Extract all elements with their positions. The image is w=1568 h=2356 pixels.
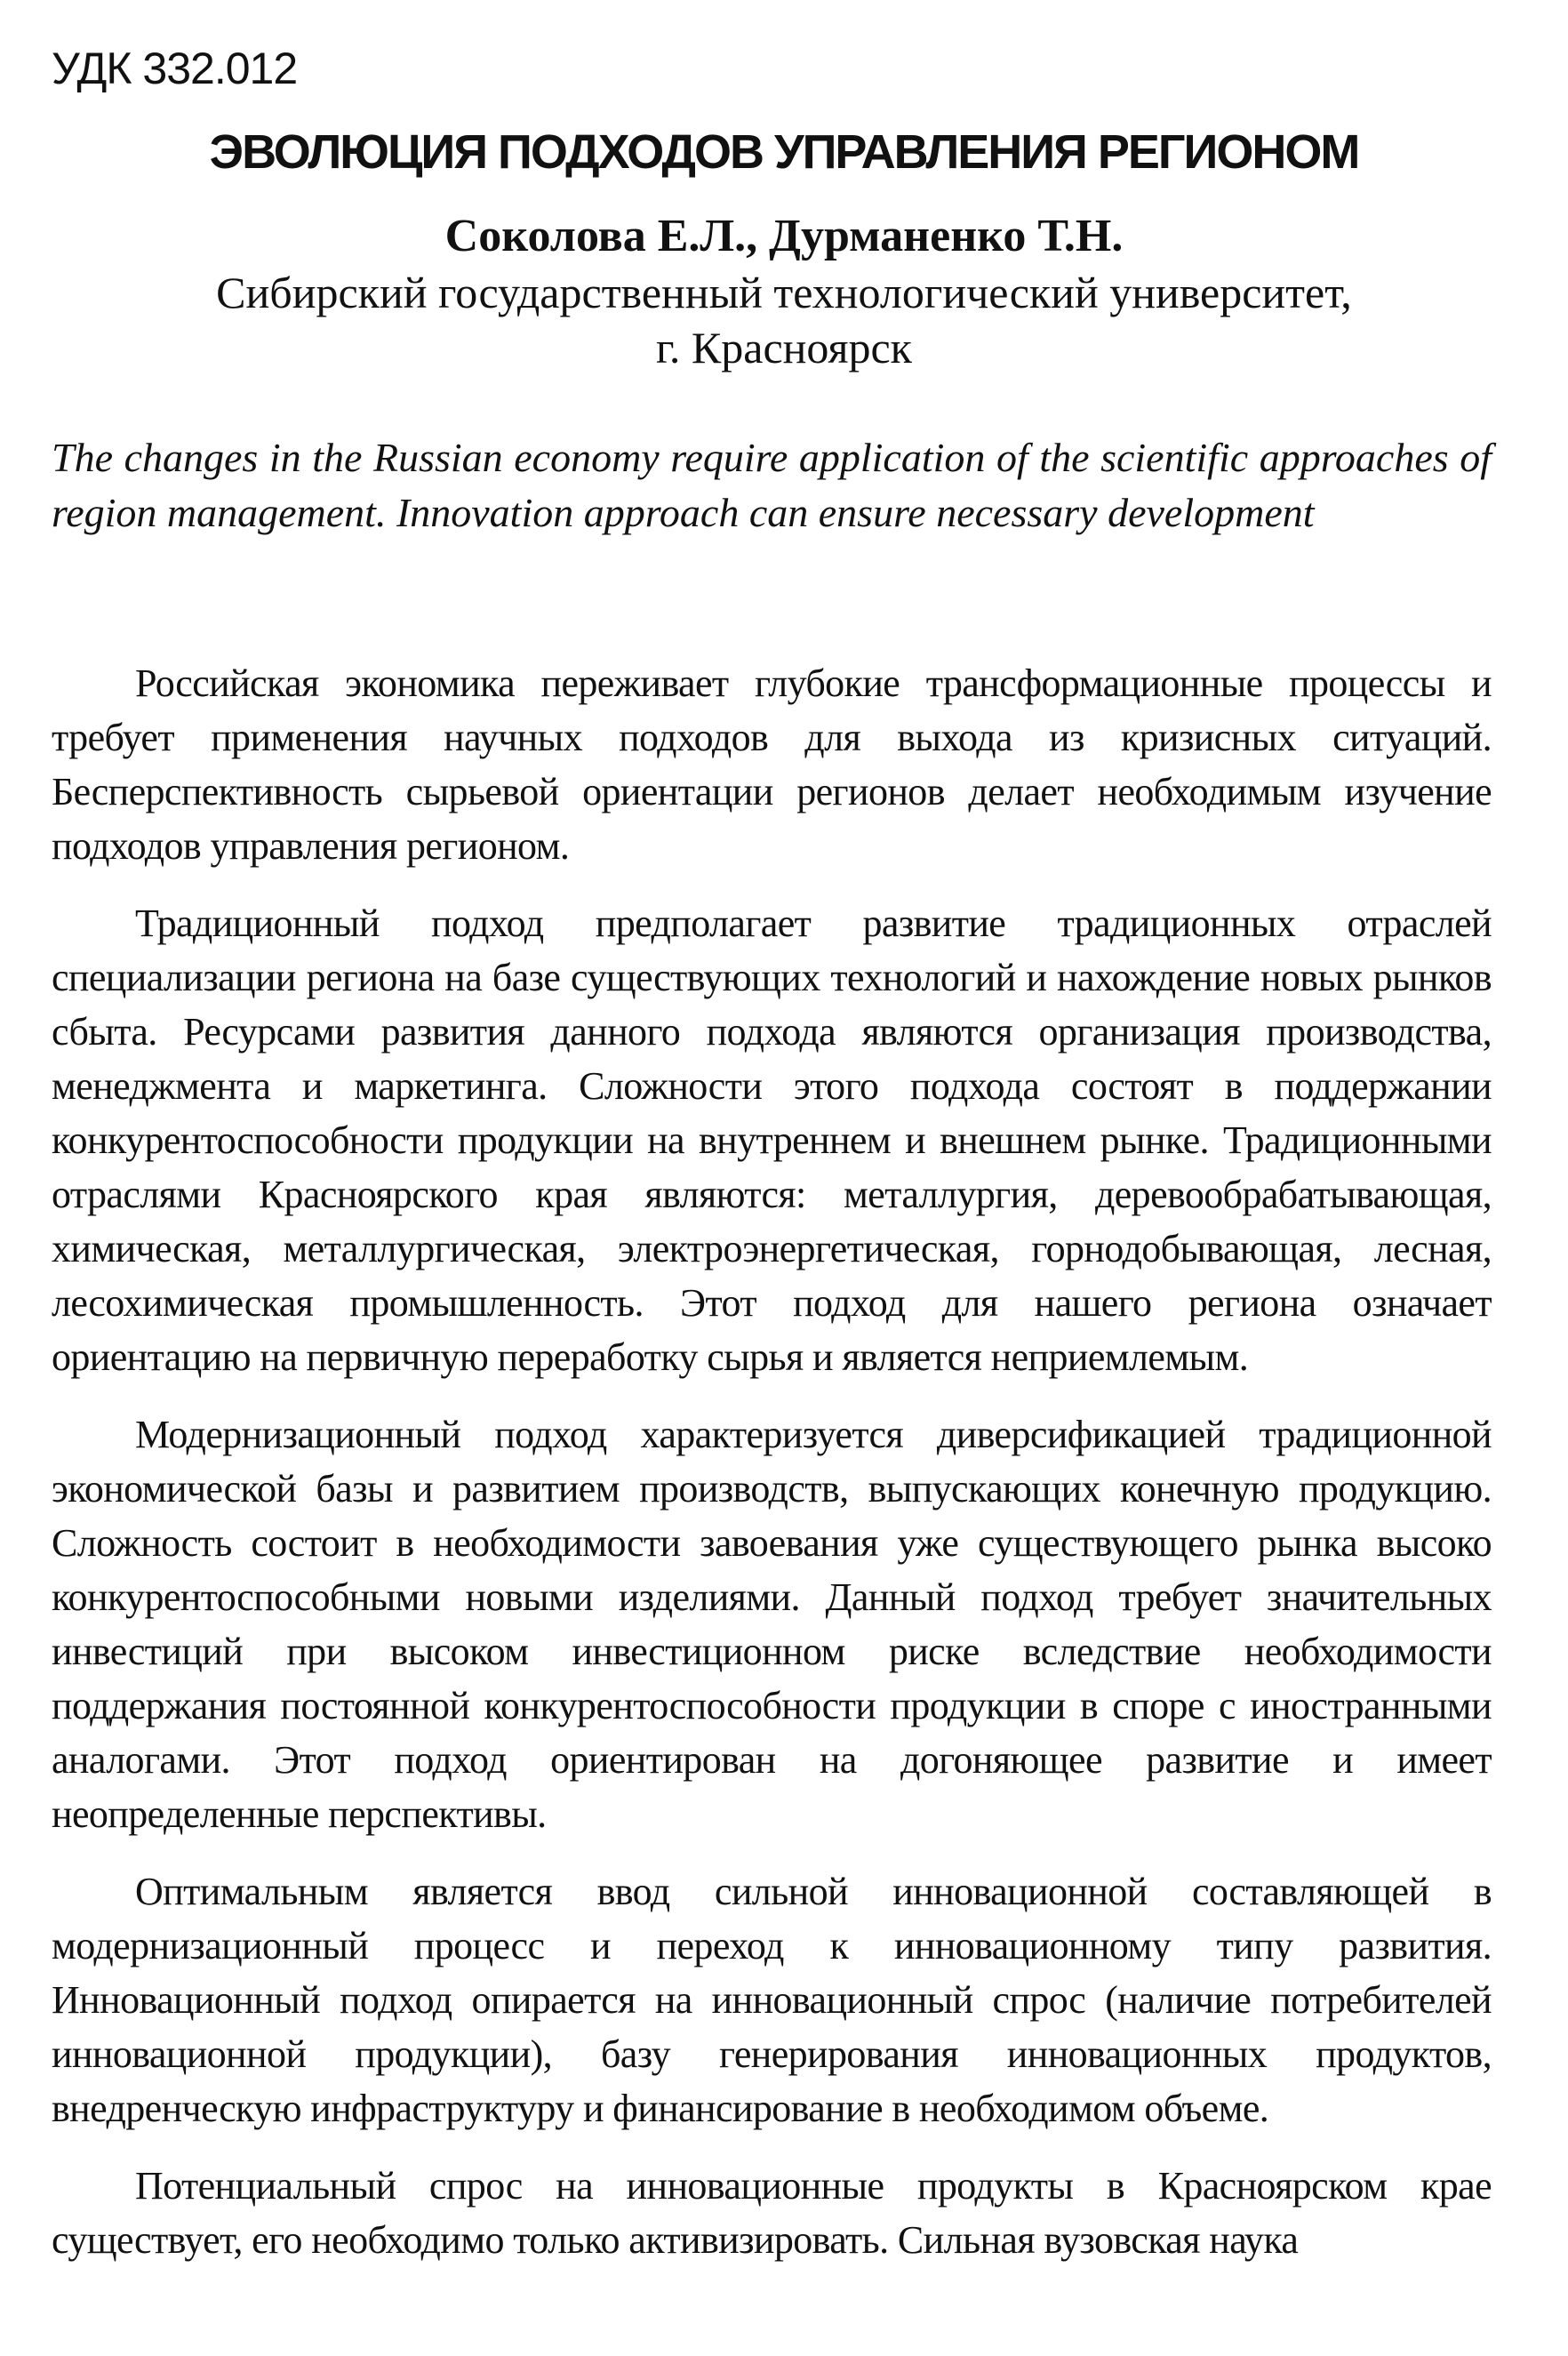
abstract: The changes in the Russian economy require application of the scientific approaches of region management. Innovation approach can ensure necessary development: [52, 435, 1492, 535]
udc-code: УДК 332.012: [52, 44, 298, 93]
authors: Соколова Е.Л., Дурманенко Т.Н.: [444, 211, 1124, 261]
article-body: [52, 656, 1492, 2290]
affiliation-line-university: Сибирский государственный технологический университет,: [216, 268, 1352, 317]
affiliation-line-city: г. Красноярск: [656, 323, 912, 373]
body-paragraph: Модернизационный подход характеризуется диверсификацией традиционной экономической базы и развитием производств, выпускающих конечную продукцию. Сложность состоит в необходимости завоевания уже существующего рынка высоко конкурентоспособными новыми изделиями. Данный подход требует значительных инвестиций при высоком инвестиционном риске вследствие необходимости поддержания постоянной конкурентоспособности продукции в споре с иностранными аналогами. Этот подход ориентирован на догоняющее развитие и имеет неопределенные перспективы.: [52, 1413, 1492, 1836]
affiliation: [0, 265, 1568, 375]
body-paragraph: Оптимальным является ввод сильной инновационной составляющей в модернизационный процесс и переход к инновационному типу развития. Инновационный подход опирается на инновационный спрос (наличие потребителей инновационной продукции), базу генерирования инновационных продуктов, внедренческую инфраструктуру и финансирование в необходимом объеме.: [52, 1870, 1492, 2130]
body-paragraph: Российская экономика переживает глубокие трансформационные процессы и требует применения научных подходов для выхода из кризисных ситуаций. Бесперспективность сырьевой ориентации регионов делает необходимым изучение подходов управления регионом.: [52, 661, 1492, 868]
body-paragraph: Традиционный подход предполагает развитие традиционных отраслей специализации региона на базе существующих технологий и нахождение новых рынков сбыта. Ресурсами развития данного подхода являются организация производства, менеджмента и маркетинга. Сложности этого подхода состоят в поддержании конкурентоспособности продукции на внутреннем и внешнем рынке. Традиционными отраслями Красноярского края являются: металлургия, деревообрабатывающая, химическая, металлургическая, электроэнергетическая, горнодобывающая, лесная, лесохимическая промышленность. Этот подход для нашего региона означает ориентацию на первичную переработку сырья и является неприемлемым.: [52, 902, 1492, 1379]
body-paragraph: Потенциальный спрос на инновационные продукты в Красноярском крае существует, его необходимо только активизировать. Сильная вузовская наука: [52, 2164, 1492, 2262]
article-title: ЭВОЛЮЦИЯ ПОДХОДОВ УПРАВЛЕНИЯ РЕГИОНОМ: [209, 125, 1359, 179]
